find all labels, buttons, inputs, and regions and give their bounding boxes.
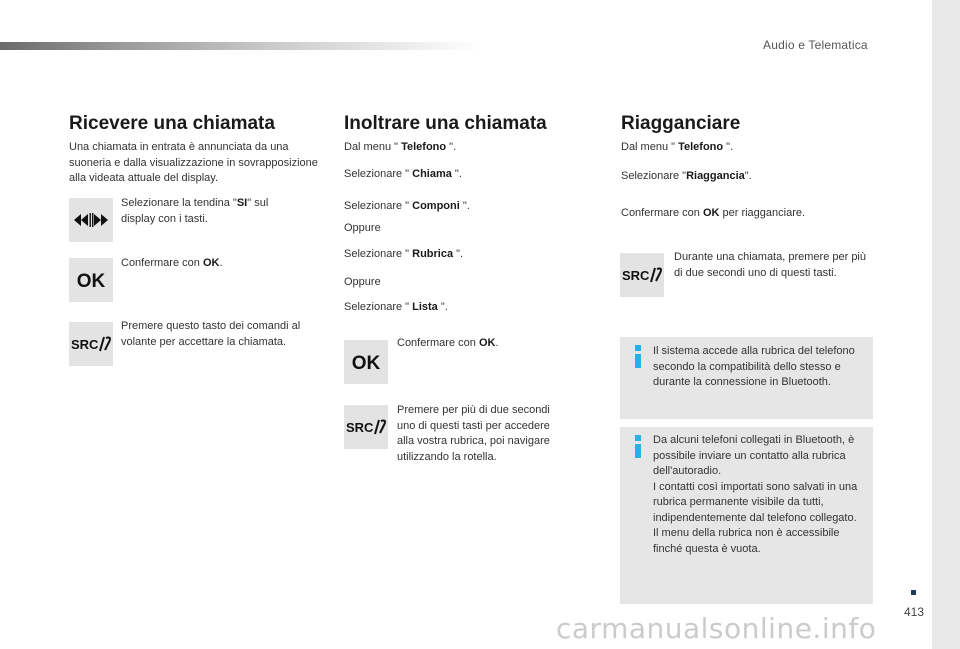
receive-step-confirm: Confermare con OK. <box>121 257 223 269</box>
heading-hang-up: Riagganciare <box>621 113 741 134</box>
header-gradient-bar <box>0 42 480 50</box>
src-phone-button-icon <box>620 253 664 297</box>
make-step-src: Premere per più di due secondi uno di questi tasti per accedere alla vostra rubrica, poi navigare utilizzando la rotella. <box>397 404 550 463</box>
info-text-contacts: Da alcuni telefoni collegati in Bluetooth, è possibile inviare un contatto alla rubrica dell'autoradio. I contatti così importati sono salvati in una rubrica permanente visibile da tutti, indipendentemente dal telefono collegato. Il menu della rubrica non è accessibile finché questa è vuota. <box>653 434 858 555</box>
make-step-menu: Dal menu " Telefono ". <box>344 141 457 153</box>
section-label: Audio e Telematica <box>763 38 868 52</box>
make-step-contacts: Selezionare " Rubrica ". <box>344 248 464 260</box>
side-strip <box>932 0 960 649</box>
make-or-1: Oppure <box>344 222 381 234</box>
page-dot <box>911 590 916 595</box>
ok-icon-label: OK <box>351 353 381 374</box>
src-icon-label: SRC <box>346 420 374 435</box>
seek-buttons-icon <box>69 198 113 242</box>
heading-receive-call: Ricevere una chiamata <box>69 113 275 134</box>
hangup-step-menu: Dal menu " Telefono ". <box>621 141 734 153</box>
receive-intro: Una chiamata in entrata è annunciata da una suoneria e dalla visualizzazione in sovrapposizione alla videata attuale del display. <box>69 141 318 184</box>
hangup-step-confirm: Confermare con OK per riagganciare. <box>621 207 806 219</box>
receive-step-select: Selezionare la tendina "SI" sul display con i tasti. <box>121 197 269 225</box>
make-or-2: Oppure <box>344 276 381 288</box>
ok-button-icon <box>344 340 388 384</box>
make-step-dial: Selezionare " Componi ". <box>344 200 470 212</box>
info-box-phonebook <box>620 337 873 419</box>
hangup-step-select: Selezionare "Riaggancia". <box>621 170 752 182</box>
make-step-confirm: Confermare con OK. <box>397 337 499 349</box>
make-step-call: Selezionare " Chiama ". <box>344 168 462 180</box>
make-step-list: Selezionare " Lista ". <box>344 301 448 313</box>
info-box-contacts <box>620 427 873 604</box>
src-phone-button-icon <box>69 322 113 366</box>
hangup-step-src: Durante una chiamata, premere per più di due secondi uno di questi tasti. <box>674 251 866 279</box>
receive-step-accept: Premere questo tasto dei comandi al volante per accettare la chiamata. <box>121 320 301 348</box>
src-phone-button-icon <box>344 405 388 449</box>
ok-button-icon <box>69 258 113 302</box>
src-icon-label: SRC <box>71 337 99 352</box>
info-text-phonebook: Il sistema accede alla rubrica del telefono secondo la compatibilità dello stesso e durante la connessione in Bluetooth. <box>653 345 855 388</box>
watermark: carmanualsonline.info <box>556 612 877 645</box>
heading-make-call: Inoltrare una chiamata <box>344 113 547 134</box>
src-icon-label: SRC <box>622 268 650 283</box>
ok-icon-label: OK <box>76 271 106 292</box>
page-number: 413 <box>904 605 925 619</box>
